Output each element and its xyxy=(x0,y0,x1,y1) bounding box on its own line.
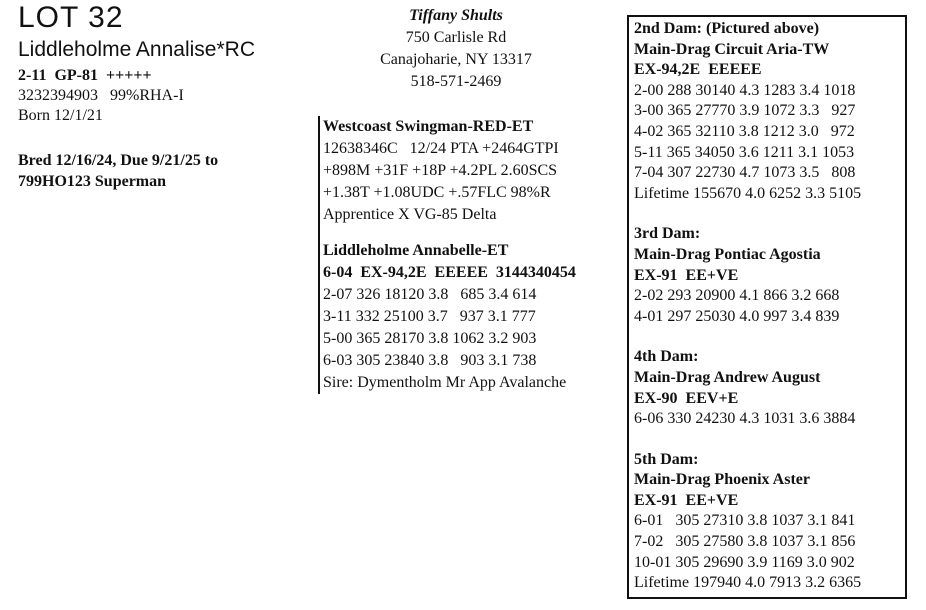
dam-record: 6-06 330 24230 4.3 1031 3.6 3884 xyxy=(634,410,856,428)
pedigree-box xyxy=(627,15,907,599)
dam-lifetime: Lifetime 155670 4.0 6252 3.3 5105 xyxy=(634,184,862,202)
dam-heading: 2nd Dam: (Pictured above) xyxy=(634,20,820,37)
dam-section xyxy=(323,240,623,394)
dam-record: 4-02 365 32110 3.8 1212 3.0 972 xyxy=(634,122,855,140)
dam-heading: 5th Dam: xyxy=(634,450,699,468)
dam-record: 6-03 305 23840 3.8 903 3.1 738 xyxy=(323,352,537,369)
born-date: Born 12/1/21 xyxy=(18,107,103,124)
dam-name: Main-Drag Andrew August xyxy=(634,368,821,386)
dam-record: 3-00 365 27770 3.9 1072 3.3 927 xyxy=(634,102,856,120)
dam-record: 7-04 307 22730 4.7 1073 3.5 808 xyxy=(634,164,856,182)
dam-record: 7-02 305 27580 3.8 1037 3.1 856 xyxy=(634,533,856,551)
fifth-dam xyxy=(634,450,905,594)
dam-record: 4-01 297 25030 4.0 997 3.4 839 xyxy=(634,307,840,325)
third-dam xyxy=(634,224,905,327)
dam-record: 5-00 365 28170 3.8 1062 3.2 903 xyxy=(323,330,537,347)
dam-class-line: 6-04 EX-94,2E EEEEE 3144340454 xyxy=(323,264,576,281)
consignor-address: 750 Carlisle Rd xyxy=(405,29,507,46)
id-line: 3232394903 99%RHA-I xyxy=(18,87,184,104)
dam-name: Main-Drag Phoenix Aster xyxy=(634,471,810,489)
dam-class-line: EX-90 EEV+E xyxy=(634,389,739,407)
bred-line-2: 799HO123 Superman xyxy=(18,173,167,190)
dam-name: Main-Drag Circuit Aria-TW xyxy=(634,40,830,58)
second-dam xyxy=(634,19,905,204)
animal-details xyxy=(18,66,184,126)
dam-class-line: EX-91 EE+VE xyxy=(634,491,739,509)
sire-line: +1.38T +1.08UDC +.57FLC 98%R xyxy=(323,184,551,201)
sire-line: +898M +31F +18P +4.2PL 2.60SCS xyxy=(323,162,558,179)
consignor-name: Tiffany Shults xyxy=(409,7,503,24)
dam-class-line: EX-94,2E EEEEE xyxy=(634,61,762,79)
dam-heading: 3rd Dam: xyxy=(634,225,701,243)
dam-record: 2-07 326 18120 3.8 685 3.4 614 xyxy=(323,286,537,303)
dam-record: 6-01 305 27310 3.8 1037 3.1 841 xyxy=(634,512,856,530)
sire-line: 12638346C 12/24 PTA +2464GTPI xyxy=(323,140,559,157)
sire-dam-block xyxy=(318,116,623,394)
dam-record: 5-11 365 34050 3.6 1211 3.1 1053 xyxy=(634,143,855,161)
lot-number: LOT 32 xyxy=(18,1,124,34)
bred-line-1: Bred 12/16/24, Due 9/21/25 to xyxy=(18,152,219,169)
fourth-dam xyxy=(634,347,905,429)
consignor xyxy=(356,5,556,93)
dam-record: 10-01 305 29690 3.9 1169 3.0 902 xyxy=(634,553,855,571)
dam-lifetime: Lifetime 197940 4.0 7913 3.2 6365 xyxy=(634,574,862,592)
dam-record: 2-00 288 30140 4.3 1283 3.4 1018 xyxy=(634,81,856,99)
sire-section xyxy=(323,116,623,226)
dam-heading: 4th Dam: xyxy=(634,348,699,366)
sire-name: Westcoast Swingman-RED-ET xyxy=(323,118,534,135)
dam-record: 2-02 293 20900 4.1 866 3.2 668 xyxy=(634,287,840,305)
dam-name: Liddleholme Annabelle-ET xyxy=(323,242,509,259)
dam-class-line: EX-91 EE+VE xyxy=(634,266,739,284)
animal-name: Liddleholme Annalise*RC xyxy=(18,38,255,61)
breeding-info xyxy=(18,150,218,192)
dam-name: Main-Drag Pontiac Agostia xyxy=(634,245,821,263)
dam-record: 3-11 332 25100 3.7 937 3.1 777 xyxy=(323,308,536,325)
consignor-city: Canajoharie, NY 13317 xyxy=(380,51,532,68)
dam-sire-line: Sire: Dymentholm Mr App Avalanche xyxy=(323,374,567,391)
consignor-phone: 518-571-2469 xyxy=(410,73,502,90)
class-line: 2-11 GP-81 +++++ xyxy=(18,67,152,84)
sire-line: Apprentice X VG-85 Delta xyxy=(323,206,497,223)
